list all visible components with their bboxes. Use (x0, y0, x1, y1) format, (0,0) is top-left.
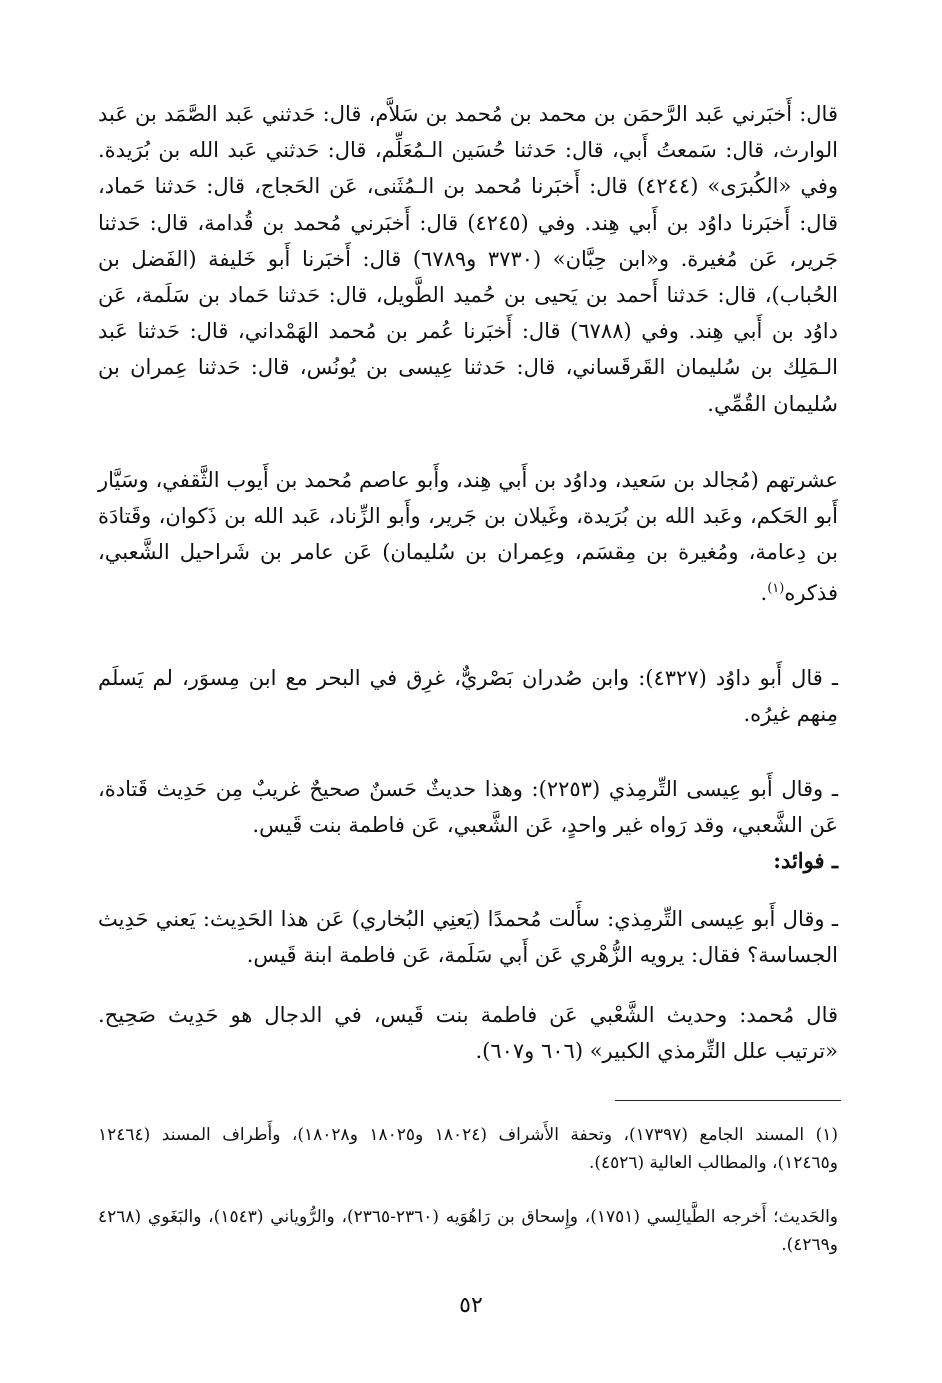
body-paragraph-fawaid-2: قال مُحمد: وحديث الشَّعْبي عَن فاطمة بنت قَيس، في الدجال هو حَدِيث صَحِيح. «ترتيب علل التِّرمذي الكبير» (٦٠٦ و٦٠٧). (98, 1003, 838, 1064)
body-paragraph-tirmidhi: ـ وقال أَبو عِيسى التِّرمِذي (٢٢٥٣): وهذا حديثٌ حَسنٌ صحيحٌ غريبٌ مِن حَدِيث قَتادة، عَن الشَّعبي، وقد رَواه غير واحدٍ، عَن الشَّعبي، عَن فاطمة بنت قَيس. (98, 777, 838, 838)
footnote-separator (615, 1100, 841, 1101)
footnote-2: والحَديث؛ أَخرجه الطَّيالِسي (١٧٥١)، وإِسحاق بن رَاهُوَيه (٢٣٦٠-٢٣٦٥)، والرُّوياني (١٥٤٣)، والبَغَوي (٤٢٦٨ و٤٢٦٩). (98, 1207, 839, 1255)
page-number: ٥٢ (459, 1293, 483, 1318)
body-paragraph-isnad: قال: أَخبَرني عَبد الرَّحمَن بن محمد بن مُحمد بن سَلاَّم، قال: حَدثني عَبد الصَّمَد بن عَبد الوارث، قال: سَمعتُ أَبي، قال: حَدثنا حُسَين الـمُعَلِّم، قال: حَدثني عَبد الله بن بُرَيدة. وفي «الكُبرَى» (٤٢٤٤) قال: أَخبَرنا مُحمد بن الـمُثَنى، عَن الحَجاج، قال: حَدثنا حَماد، قال: أَخبَرنا داوُد بن أَبي هِند. وفي (٤٢٤٥) قال: أَخبَرني مُحمد بن قُدامة، قال: حَدثنا جَرير، عَن مُغيرة. و«ابن حِبَّان» (٣٧٣٠ و٦٧٨٩) قال: أَخبَرنا أَبو خَليفة (الفَضل بن الحُباب)، قال: حَدثنا أَحمد بن يَحيى بن حُميد الطَّويل، قال: حَدثنا حَماد بن سَلَمة، عَن داوُد بن أَبي هِند. وفي (٦٧٨٨) قال: أَخبَرنا عُمر بن مُحمد الهَمْداني، قال: حَدثنا عَبد الـمَلِك بن سُليمان القَرقَساني، قال: حَدثنا عِيسى بن يُونُس، قال: حَدثنا عِمران بن سُليمان القُمِّي. (98, 102, 838, 416)
body-paragraph-abu-dawud: ـ قال أَبو داوُد (٤٣٢٧): وابن صُدران بَصْريٌّ، غرِق في البحر مع ابن مِسوَر، لم يَسلَم مِنهم غيرُه. (98, 666, 838, 727)
section-heading-fawaid: ـ فوائد: (773, 848, 838, 873)
paragraph-text: عشرتهم (مُجالد بن سَعيد، وداوُد بن أَبي هِند، وأَبو عاصم مُحمد بن أَيوب الثَّقفي، وسَيَّار أَبو الحَكم، وعَبد الله بن بُرَيدة، وغَيلان بن جَرير، وأَبو الزِّناد، عَبد الله بن ذَكوان، وقَتادَة بن دِعامة، ومُغيرة بن مِقسَم، وعِمران بن سُليمان) عَن عامر بن شَراحيل الشَّعبي، فذكره (98, 468, 838, 605)
body-paragraph-fawaid-1: ـ وقال أَبو عِيسى التِّرمِذي: سأَلت مُحمدًا (يَعنِي البُخاري) عَن هذا الحَدِيث: يَعني حَدِيث الجساسة؟ فقال: يرويه الزُّهْري عَن أَبي سَلَمة، عَن فاطمة ابنة قَيس. (98, 907, 838, 968)
body-paragraph-summary: عشرتهم (مُجالد بن سَعيد، وداوُد بن أَبي هِند، وأَبو عاصم مُحمد بن أَيوب الثَّقفي، وسَيَّار أَبو الحَكم، وعَبد الله بن بُرَيدة، وغَيلان بن جَرير، وأَبو الزِّناد، عَبد الله بن ذَكوان، وقَتادَة بن دِعامة، ومُغيرة بن مِقسَم، وعِمران بن سُليمان) عَن عامر بن شَراحيل الشَّعبي، فذكره$^{(١)}$. (98, 468, 838, 605)
footnote-1: (١) المسند الجامع (١٧٣٩٧)، وتحفة الأَشراف (١٨٠٢٤ و١٨٠٢٥ و١٨٠٢٨)، وأَطراف المسند (١٢٤٦٤ و١٢٤٦٥)، والمطالب العالية (٤٥٢٦). (98, 1125, 838, 1173)
footnote-reference: (١) (767, 580, 785, 596)
